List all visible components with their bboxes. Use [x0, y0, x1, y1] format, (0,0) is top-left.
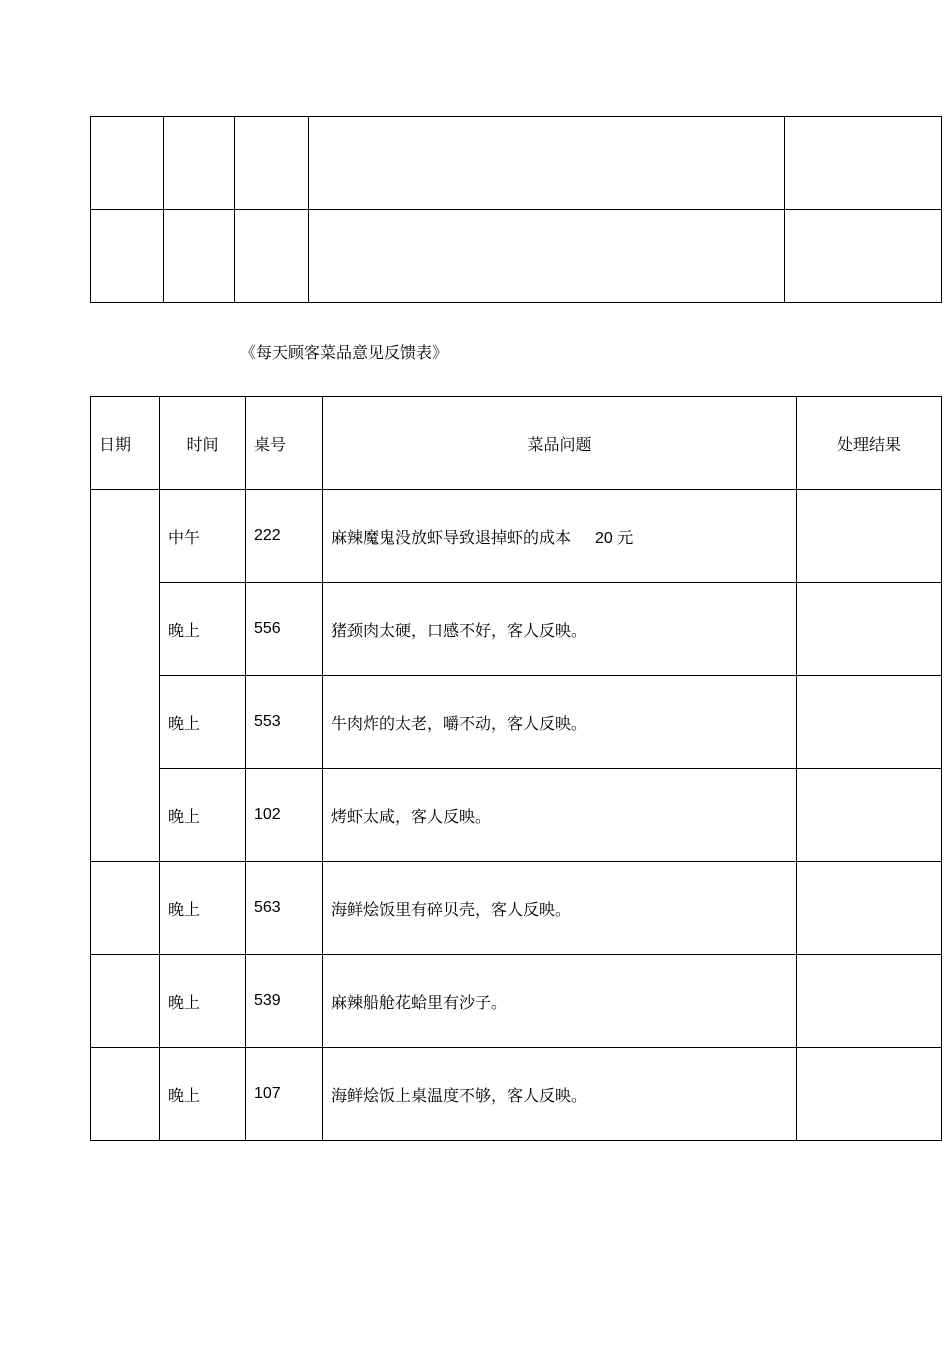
table-row — [91, 769, 942, 862]
empty-cell — [164, 117, 235, 210]
table-no-cell: 563 — [246, 862, 323, 955]
issue-cell: 猪颈肉太硬，口感不好，客人反映。 — [323, 583, 797, 676]
empty-cell — [91, 210, 164, 303]
table-row — [91, 210, 942, 303]
feedback-table — [90, 396, 942, 1141]
result-cell — [797, 490, 942, 583]
issue-cell: 牛肉炸的太老，嚼不动，客人反映。 — [323, 676, 797, 769]
issue-cell: 海鲜烩饭上桌温度不够，客人反映。 — [323, 1048, 797, 1141]
date-cell — [91, 955, 160, 1048]
empty-cell — [235, 117, 309, 210]
header-table-no: 桌号 — [246, 397, 323, 490]
table-row — [91, 676, 942, 769]
result-cell — [797, 1048, 942, 1141]
result-cell — [797, 676, 942, 769]
date-cell — [91, 490, 160, 862]
date-cell — [91, 862, 160, 955]
table-no-cell: 556 — [246, 583, 323, 676]
result-cell — [797, 955, 942, 1048]
result-cell — [797, 583, 942, 676]
issue-text: 麻辣魔鬼没放虾导致退掉虾的成本 — [331, 527, 572, 547]
time-cell: 晚上 — [160, 862, 246, 955]
header-result: 处理结果 — [797, 397, 942, 490]
time-cell: 晚上 — [160, 1048, 246, 1141]
empty-cell — [785, 210, 942, 303]
header-issue: 菜品问题 — [323, 397, 797, 490]
issue-cell: 海鲜烩饭里有碎贝壳，客人反映。 — [323, 862, 797, 955]
issue-cell: 烤虾太咸，客人反映。 — [323, 769, 797, 862]
result-cell — [797, 769, 942, 862]
page-title: 《每天顾客菜品意见反馈表》 — [240, 343, 449, 362]
time-cell: 中午 — [160, 490, 246, 583]
header-time: 时间 — [160, 397, 246, 490]
result-cell — [797, 862, 942, 955]
date-cell — [91, 1048, 160, 1141]
table-row — [91, 862, 942, 955]
empty-cell — [235, 210, 309, 303]
issue-cell — [323, 490, 797, 583]
time-cell: 晚上 — [160, 769, 246, 862]
table-row — [91, 583, 942, 676]
time-cell: 晚上 — [160, 676, 246, 769]
issue-cell: 麻辣船舱花蛤里有沙子。 — [323, 955, 797, 1048]
table-no-cell: 553 — [246, 676, 323, 769]
table-row — [91, 1048, 942, 1141]
empty-cell — [309, 117, 785, 210]
table-row — [91, 117, 942, 210]
previous-table-fragment — [90, 116, 942, 303]
time-cell: 晚上 — [160, 583, 246, 676]
table-no-cell: 539 — [246, 955, 323, 1048]
empty-cell — [164, 210, 235, 303]
header-row — [91, 397, 942, 490]
time-cell: 晚上 — [160, 955, 246, 1048]
header-date: 日期 — [91, 397, 160, 490]
table-row — [91, 955, 942, 1048]
table-no-cell: 107 — [246, 1048, 323, 1141]
table-no-cell: 102 — [246, 769, 323, 862]
empty-cell — [309, 210, 785, 303]
cost-amount: 20 元 — [595, 529, 634, 547]
table-row — [91, 490, 942, 583]
table-no-cell: 222 — [246, 490, 323, 583]
empty-cell — [91, 117, 164, 210]
empty-cell — [785, 117, 942, 210]
